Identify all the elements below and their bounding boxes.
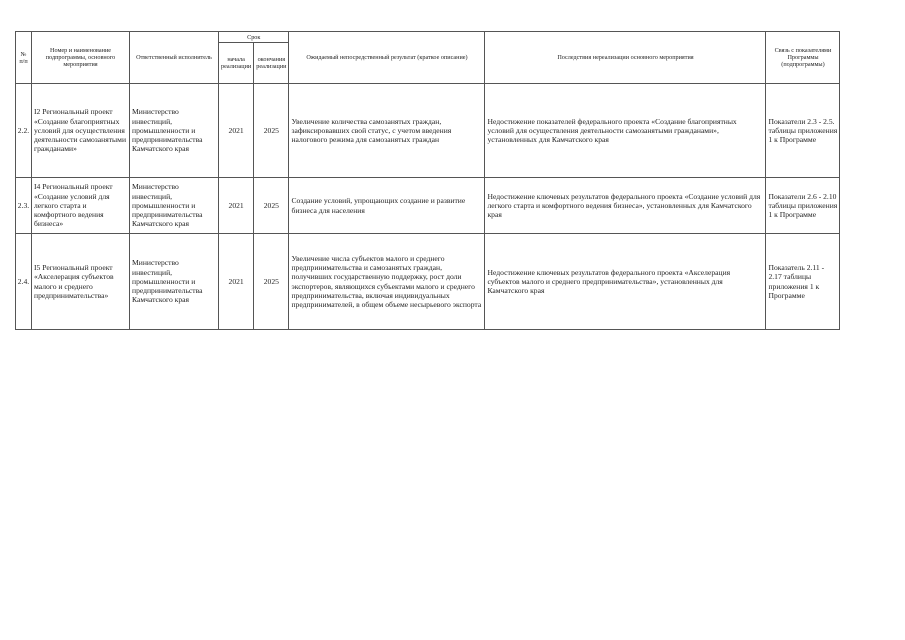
header-num: № п/п (16, 32, 32, 84)
table-row (16, 84, 840, 178)
table-row (16, 234, 840, 330)
header-consequences: Последствия нереализации основного мероприятия (485, 32, 766, 84)
header-link: Связь с показателями Программы (подпрограммы) (766, 32, 840, 84)
row-consequences: Недостижение ключевых результатов федерального проекта «Создание условий для легкого старта и комфортного ведения бизнеса», установленных для Камчатского края (485, 178, 766, 234)
row-end: 2025 (254, 84, 289, 178)
row-name: I2 Региональный проект «Создание благоприятных условий для осуществления деятельности самозанятыми гражданами» (32, 84, 130, 178)
row-executor: Министерство инвестиций, промышленности и предпринимательства Камчатского края (130, 84, 219, 178)
table-row (16, 178, 840, 234)
row-result: Увеличение числа субъектов малого и среднего предпринимательства и самозанятых граждан, получивших государственную поддержку, рост доли экспортеров, являющихся субъектами малого и среднего предпринимательства, включая индивидуальных предпринимателей, в общем объеме несырьевого экспорта (289, 234, 485, 330)
row-start: 2021 (219, 234, 254, 330)
row-num: 2.4. (16, 234, 32, 330)
row-start: 2021 (219, 178, 254, 234)
table-header (16, 32, 840, 84)
header-end: окончания реализации (254, 43, 289, 84)
row-name: I4 Региональный проект «Создание условий для легкого старта и комфортного ведения бизнеса» (32, 178, 130, 234)
header-start: начала реализации (219, 43, 254, 84)
row-link: Показатели 2.3 - 2.5. таблицы приложения 1 к Программе (766, 84, 840, 178)
row-name: I5 Региональный проект «Акселерация субъектов малого и среднего предпринимательства» (32, 234, 130, 330)
row-end: 2025 (254, 178, 289, 234)
row-result: Увеличение количества самозанятых граждан, зафиксировавших свой статус, с учетом введения налогового режима для самозанятых граждан (289, 84, 485, 178)
row-num: 2.2. (16, 84, 32, 178)
row-end: 2025 (254, 234, 289, 330)
header-executor: Ответственный исполнитель (130, 32, 219, 84)
row-link: Показатель 2.11 - 2.17 таблицы приложения 1 к Программе (766, 234, 840, 330)
row-consequences: Недостижение ключевых результатов федерального проекта «Акселерация субъектов малого и среднего предпринимательства», установленных для Камчатского края (485, 234, 766, 330)
header-name: Номер и наименование подпрограммы, основного мероприятия (32, 32, 130, 84)
row-result: Создание условий, упрощающих создание и развитие бизнеса для населения (289, 178, 485, 234)
program-table (15, 31, 840, 330)
header-result: Ожидаемый непосредственный результат (краткое описание) (289, 32, 485, 84)
row-start: 2021 (219, 84, 254, 178)
row-link: Показатели 2.6 - 2.10 таблицы приложения 1 к Программе (766, 178, 840, 234)
row-executor: Министерство инвестиций, промышленности и предпринимательства Камчатского края (130, 178, 219, 234)
header-term: Срок (219, 32, 289, 43)
row-num: 2.3. (16, 178, 32, 234)
row-executor: Министерство инвестиций, промышленности и предпринимательства Камчатского края (130, 234, 219, 330)
row-consequences: Недостижение показателей федерального проекта «Создание благоприятных условий для осуществления деятельности самозанятыми гражданами», установленных для Камчатского края (485, 84, 766, 178)
